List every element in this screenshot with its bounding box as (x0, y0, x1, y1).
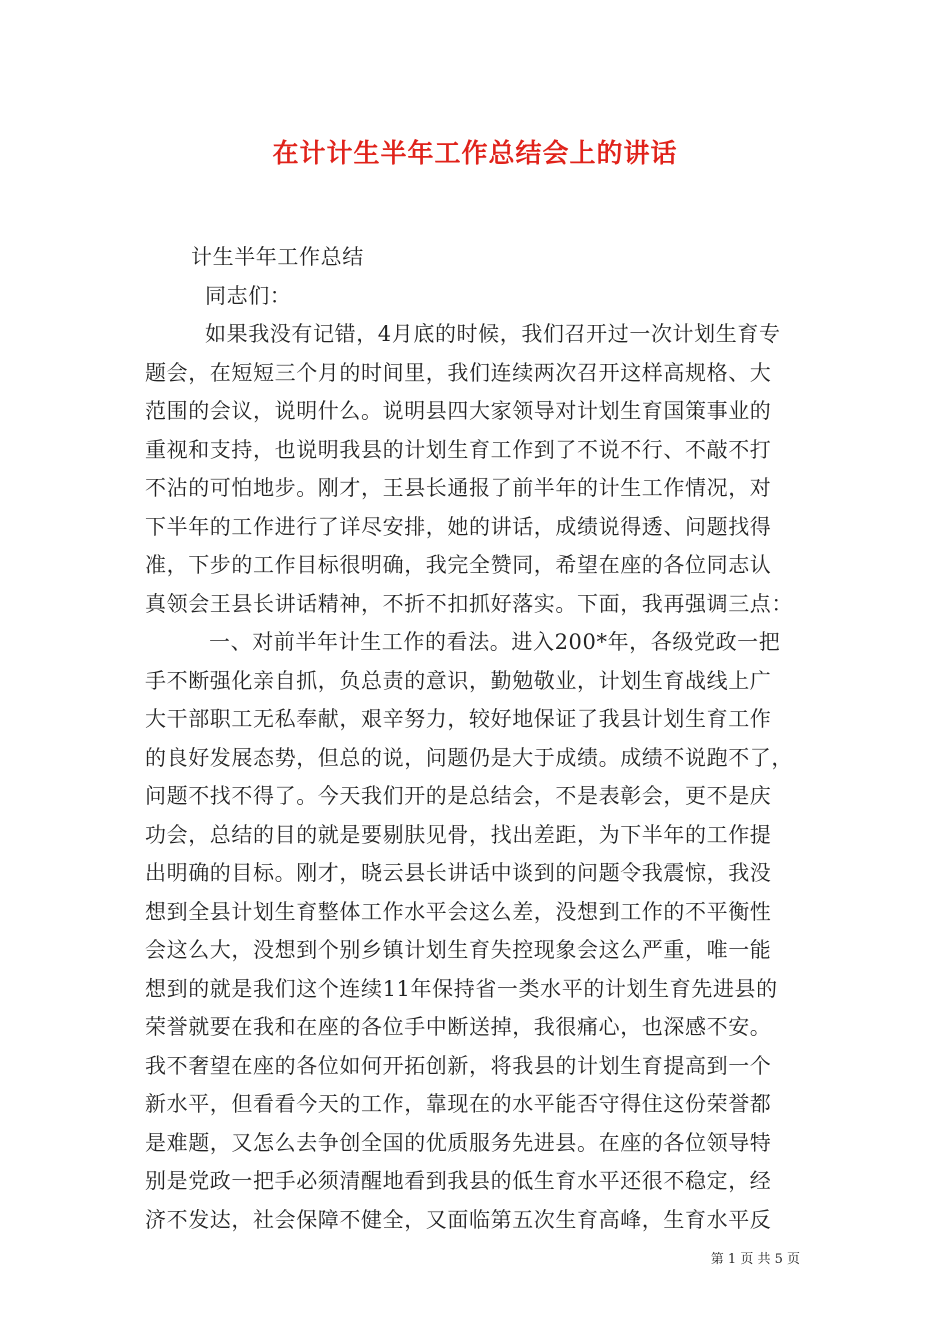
document-title: 在计计生半年工作总结会上的讲话 (272, 139, 678, 169)
text-line: 的良好发展态势，但总的说，问题仍是大于成绩。成绩不说跑不了， (145, 745, 793, 770)
page-number-footer: 第 1 页 共 5 页 (710, 1252, 800, 1267)
text-line: 题会，在短短三个月的时间里，我们连续两次召开这样高规格、大 (145, 360, 772, 385)
text-line: 重视和支持，也说明我县的计划生育工作到了不说不行、不敲不打 (145, 437, 772, 462)
text-line: 不沾的可怕地步。刚才，王县长通报了前半年的计生工作情况，对 (145, 476, 772, 500)
text-line: 手不断强化亲自抓，负总责的意识，勤勉敬业，计划生育战线上广 (145, 668, 772, 693)
text-line: 准，下步的工作目标很明确，我完全赞同，希望在座的各位同志认 (145, 553, 772, 577)
text-line: 功会，总结的目的就是要剔肤见骨，找出差距，为下半年的工作提 (145, 822, 772, 847)
text-line: 下半年的工作进行了详尽安排，她的讲话，成绩说得透、问题找得 (145, 514, 772, 539)
text-line: 想到全县计划生育整体工作水平会这么差，没想到工作的不平衡性 (145, 899, 772, 924)
text-line: 同志们： (205, 283, 292, 308)
document-body (145, 238, 825, 1239)
text-line: 大干部职工无私奉献，艰辛努力，较好地保证了我县计划生育工作 (145, 707, 772, 731)
text-line: 是难题，又怎么去争创全国的优质服务先进县。在座的各位领导特 (145, 1130, 772, 1155)
text-line: 别是党政一把手必须清醒地看到我县的低生育水平还很不稳定，经 (145, 1169, 772, 1193)
text-line: 会这么大，没想到个别乡镇计划生育失控现象会这么严重，唯一能 (145, 938, 772, 962)
text-line: 范围的会议，说明什么。说明县四大家领导对计划生育国策事业的 (145, 399, 772, 423)
text-line: 新水平，但看看今天的工作，靠现在的水平能否守得住这份荣誉都 (145, 1092, 772, 1116)
text-line: 荣誉就要在我和在座的各位手中断送掉，我很痛心，也深感不安。 (145, 1015, 772, 1039)
text-line: 济不发达，社会保障不健全，又面临第五次生育高峰，生育水平反 (145, 1207, 772, 1232)
text-line: 如果我没有记错，4月底的时候，我们召开过一次计划生育专 (205, 322, 781, 346)
text-line: 一、对前半年计生工作的看法。进入200*年，各级党政一把 (209, 630, 781, 654)
text-line: 计生半年工作总结 (191, 245, 364, 269)
text-line: 我不奢望在座的各位如何开拓创新，将我县的计划生育提高到一个 (145, 1053, 772, 1078)
text-line: 想到的就是我们这个连续11年保持省一类水平的计划生育先进县的 (145, 976, 778, 1001)
text-line: 真领会王县长讲话精神，不折不扣抓好落实。下面，我再强调三点： (145, 591, 793, 616)
text-line: 出明确的目标。刚才，晓云县长讲话中谈到的问题令我震惊，我没 (145, 861, 772, 885)
text-line: 问题不找不得了。今天我们开的是总结会，不是表彰会，更不是庆 (145, 784, 772, 808)
